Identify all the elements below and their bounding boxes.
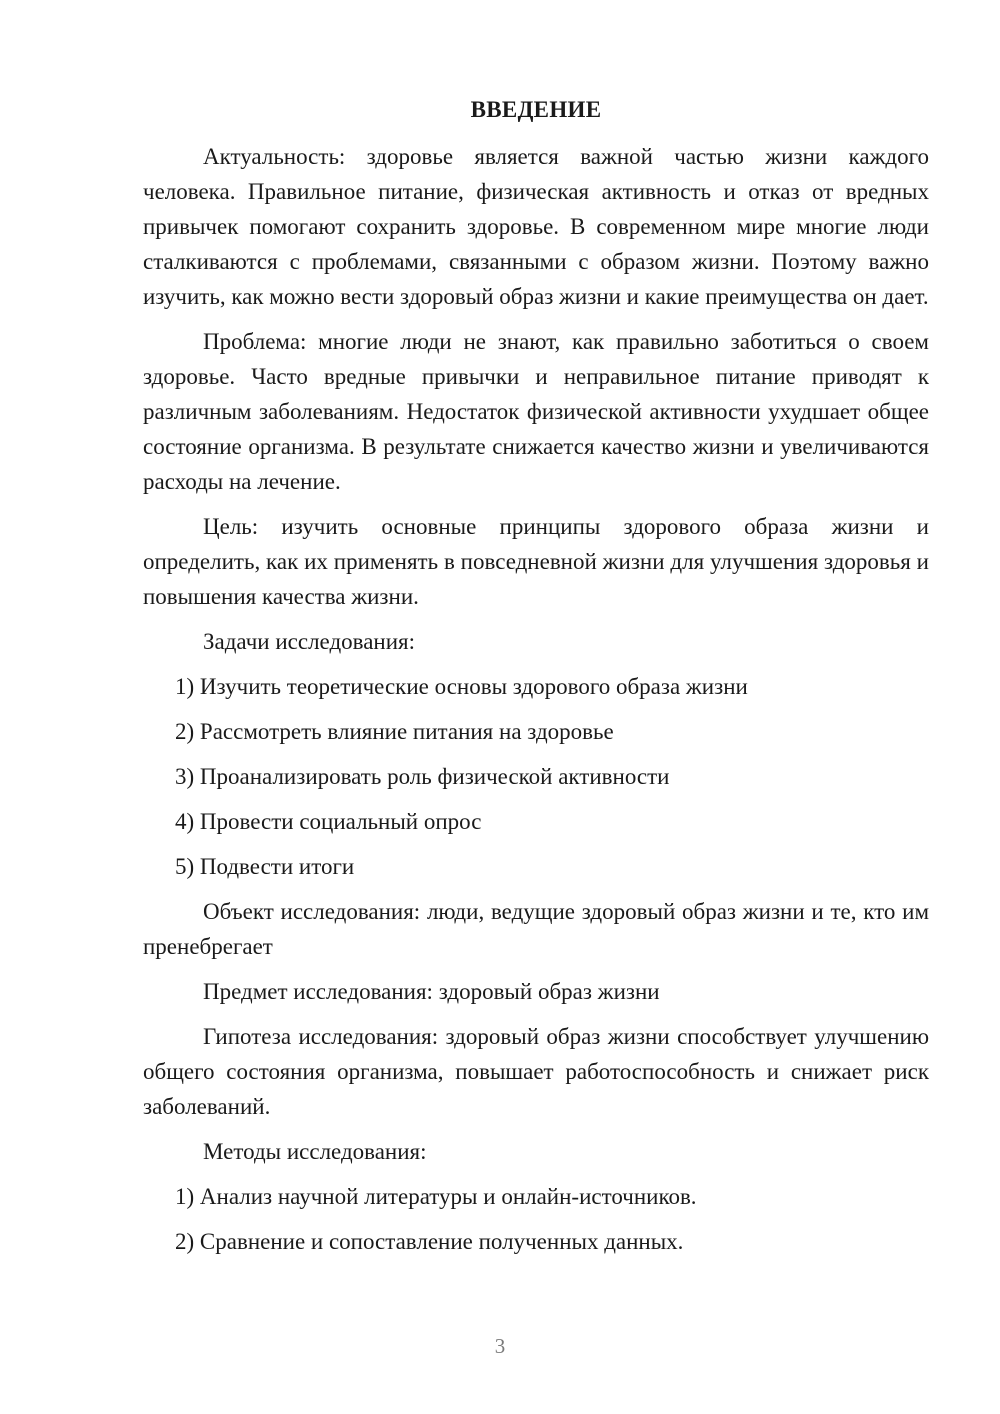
subject-paragraph: Предмет исследования: здоровый образ жизни (203, 979, 660, 1004)
tasks-label: Задачи исследования: (203, 629, 416, 654)
tasks-list (143, 669, 929, 884)
document-page (143, 92, 929, 1269)
list-item: 3) Проанализировать роль физической активности (175, 764, 670, 789)
list-item: 2) Рассмотреть влияние питания на здоровье (175, 719, 614, 744)
list-item: 4) Провести социальный опрос (175, 809, 482, 834)
problem-paragraph: Проблема: многие люди не знают, как правильно заботиться о своем здоровье. Часто вредные привычки и неправильное питание приводят к различным заболеваниям. Недостаток физической активности ухудшает общее состояние организма. В результате снижается качество жизни и увеличиваются расходы на лечение. (143, 329, 929, 494)
list-item: 2) Сравнение и сопоставление полученных данных. (175, 1229, 684, 1254)
page-title: ВВЕДЕНИЕ (470, 97, 602, 122)
methods-label: Методы исследования: (203, 1139, 427, 1164)
methods-list (143, 1179, 929, 1259)
relevance-paragraph: Актуальность: здоровье является важной частью жизни каждого человека. Правильное питание, физическая активность и отказ от вредных привычек помогают сохранить здоровье. В современном мире многие люди сталкиваются с проблемами, связанными с образом жизни. Поэтому важно изучить, как можно вести здоровый образ жизни и какие преимущества он дает. (143, 144, 929, 309)
object-paragraph: Объект исследования: люди, ведущие здоровый образ жизни и те, кто им пренебрегает (143, 899, 929, 959)
list-item: 5) Подвести итоги (175, 854, 355, 879)
hypothesis-paragraph: Гипотеза исследования: здоровый образ жизни способствует улучшению общего состояния организма, повышает работоспособность и снижает риск заболеваний. (143, 1024, 929, 1119)
page-number: 3 (494, 1334, 506, 1358)
goal-paragraph: Цель: изучить основные принципы здорового образа жизни и определить, как их применять в повседневной жизни для улучшения здоровья и повышения качества жизни. (143, 514, 929, 609)
list-item: 1) Изучить теоретические основы здорового образа жизни (175, 674, 748, 699)
list-item: 1) Анализ научной литературы и онлайн-источников. (175, 1184, 697, 1209)
